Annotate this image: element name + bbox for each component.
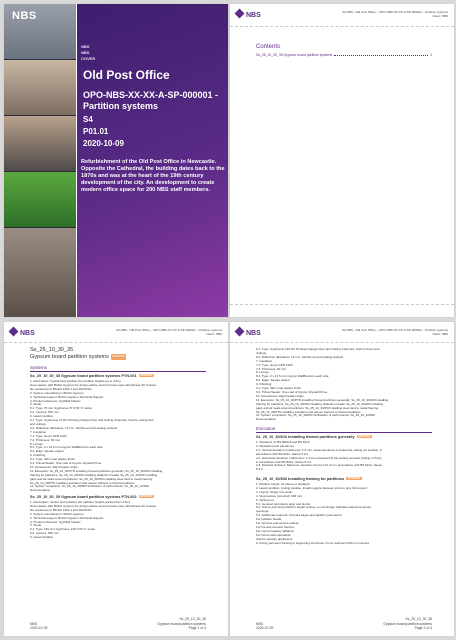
clause-line: 7.1. Type: Isover APR 1200 (30, 434, 67, 438)
clause-line: in accordance with BS 8212, clause 5.3.2. (256, 460, 312, 464)
page-header (328, 328, 448, 336)
cover-nbs-line: COVER (81, 56, 96, 61)
clause-line: openings. (256, 510, 270, 514)
cover-photo-2 (4, 60, 76, 115)
clause-line: 4. Stud centres (nominal): 600 mm. (256, 494, 303, 498)
clause-line: 2.3. Finished surfaces: Maximum deviation bend of 10 mm in accordance with BS 8212, clause (256, 464, 383, 468)
clause-line: 5.1. Type: 70 mm GypFrame 70 S 50 'C' stude (30, 407, 92, 411)
clause-line: 7.2. Thickness: 50 mm (30, 438, 61, 442)
nbs-logo (236, 328, 261, 337)
toc-entry[interactable] (256, 53, 432, 57)
clause-line: accordance with BS 8212, clause 5.3.2. (256, 452, 309, 456)
clause-body (30, 380, 206, 493)
clause-line: Documentation (256, 418, 277, 422)
clause-line: 3. Technical support: British Gypsum Technical Support (30, 395, 104, 399)
clause-line: 3. Technical support: British Gypsum Technical Support (30, 516, 104, 520)
clause-line: 5. Studs (30, 524, 42, 528)
header-client: Client: NBS (432, 332, 448, 336)
clause-line: 6. Head condition (30, 415, 54, 419)
page-header (328, 10, 448, 18)
toc-entry-text[interactable]: Ss_25_10_30_35 Gypsum board partition systems (256, 53, 333, 57)
clause-line: 8.1. Type: 2 x 12.5 mm Gyproc WallBoard to each side (256, 375, 329, 379)
footer-title: Gypsum board partition systems (383, 621, 432, 626)
toc-leader (334, 53, 428, 56)
header-line: 00-NBS - Old Post Office – OPO-NBS-XX-XX-A-SP-000001 – Partition systems (342, 328, 448, 332)
cover-photo-3 (4, 116, 76, 171)
clause-line: 1. Partition height: As above or standard. (256, 483, 311, 486)
clause-line: 6. Fixing perimeter framing to supporting structures: Fix at maximum 600 mm centres. (256, 541, 370, 545)
section-code: Ss_25_10_30_35 (30, 347, 74, 353)
clause-body (256, 483, 432, 546)
clause-line: fire resistance to BS EN 1363-1 and Rw45 Rw. (30, 387, 93, 391)
footer-title: Gypsum board partition systems (157, 621, 206, 626)
cover-status: S4 (83, 115, 93, 124)
clause-line: Ss_25_10_30/PTN installing insulation and vapour barriers in framed partitions (256, 410, 361, 414)
logo-text: NBS (20, 330, 35, 337)
clause-line: 2. Deviations and tolerances (256, 444, 294, 448)
cover-page (4, 4, 228, 317)
clause-line: ceilings. (256, 351, 267, 355)
clause-line: For fixture wall cupboards; (256, 533, 292, 537)
clause-line: 2. Head condition: Ceiling cavities. Install noggins between joists to give full support. (256, 486, 368, 490)
clause-line: 5. Setting out (256, 498, 274, 502)
cover-photo-strip (4, 4, 76, 317)
clause-line: 2. System manufacturer: British Gypsum (30, 391, 84, 395)
nbs-diamond-icon (235, 9, 245, 19)
clause-line: 7. Insulation (30, 430, 47, 434)
footer-org: NBS (256, 621, 263, 626)
clause-line: 6.1. Type: GypFrame 146 DC 60 Deep Flange Floor and Ceiling Channels, fixed to floors and (256, 348, 380, 351)
contents-heading: Contents (256, 44, 281, 50)
clause-line: 12. System completion: Ss_25_10_30/650 Verification of performance; Ss_25_10_12/820 (30, 485, 149, 489)
clause-body (256, 348, 432, 422)
status-badge: ENTERED (358, 435, 371, 438)
page-number: Page 1 of 4 (188, 625, 206, 630)
clause-line: 2. System manufacturer: British Gypsum (30, 512, 84, 516)
clause-line: 5.2. Centres: 600 mm (30, 532, 59, 536)
contents-page (230, 4, 454, 317)
clause-line: 1. Description: Typical stud partition (for partition heights up to 4.5m). (30, 380, 122, 383)
footer-right (383, 617, 432, 630)
toc-page-number: 1 (430, 53, 432, 57)
clause-title: Ss_25_10_30/630 Installing framing for partitions (256, 477, 345, 481)
clause-line: 9.2. Primer/Sealer: One coat of Gyproc Drywall Prime (30, 462, 102, 466)
cover-date: 2020-10-09 (83, 139, 124, 148)
cover-nbs-lines (81, 44, 95, 62)
clause-line: 10. Accessories: Rigid header strips (30, 465, 78, 469)
divider (4, 342, 228, 343)
clause-line: 7. Insulation (256, 359, 273, 363)
clause-line: 4. Product reference: GypWall Classic (30, 399, 81, 403)
logo-text: NBS (246, 12, 261, 19)
clause-line: For fire and acoustic barriers; (256, 525, 296, 529)
clause-line: and ceilings. (30, 422, 47, 426)
page-footer (30, 617, 206, 630)
nbs-diamond-icon (9, 327, 19, 337)
clause-line: framing for partitions; Ss_25_10_30/400 installing deflection heads; Ss_25_10_30/450 installing (30, 473, 158, 477)
header-line: 00-NBS - Old Post Office – OPO-NBS-XX-XX-A-SP-000001 – Partition systems (342, 10, 448, 14)
footer-code: Ss_25_10_30_35 (179, 617, 206, 622)
clause-line: 6.2. Deflection allowance: 15 mm. Sinifise around sealing sockets. (256, 355, 344, 359)
status-badge: ENTERED (347, 477, 361, 480)
clause-line: Ss_25_10_30/PTN installing insulation and vapour barriers in framed partitions (30, 481, 135, 485)
clause-line: 6. Head condition (30, 536, 54, 540)
nbs-diamond-icon (235, 327, 245, 337)
section-name: Gypsum board partition systems (30, 353, 109, 360)
section-title (30, 347, 126, 360)
clause-heading (256, 435, 432, 439)
clause-line: gaps and air seals around partitions; Ss_25_10_30/450 installing steel stud to metal framing; (256, 406, 379, 410)
subsection-heading: Execution (256, 426, 276, 431)
clause-line: 10. Accessories: Rigid header strips (256, 394, 304, 398)
clause-line: And for sanitary appliances. (256, 537, 294, 541)
clause-title: Ss_25_10_30_35 Gypsum board partition systems PTN-001 (30, 374, 137, 378)
cover-nbs-line: NBS (81, 50, 90, 55)
nbs-logo: NBS (12, 10, 37, 22)
header-client: Client: NBS (206, 332, 222, 336)
footer-date: 2020-10-09 (256, 625, 274, 630)
cover-nbs-line: NBS (81, 44, 90, 49)
header-client: Client: NBS (432, 14, 448, 18)
logo-text: NBS (246, 330, 261, 337)
clause-line: 12. System completion: Ss_25_10_30/650 Verification of performance; Ss_25_10_12/820 (256, 414, 375, 418)
content-page-2 (230, 322, 454, 636)
cover-photo-4 (4, 172, 76, 227)
nbs-logo (10, 328, 35, 337)
page-header (102, 328, 222, 336)
clause-line: 5.3. Additional supports: At board edges and partition perimeters; (256, 514, 343, 518)
content-page-1 (4, 322, 228, 636)
status-badge: ENTERED (140, 495, 153, 498)
clause-line: 5. Studs (30, 403, 42, 407)
clause-line: 3. Layout: Single row studs. (256, 490, 293, 494)
cover-description: Refurbishment of the Old Post Office in Newcastle. Opposite the Cathedral, the building dates back to the 1870s and was at the heart of the 19th century development of the city. An development to create modern office space for 200 NBS staff members. (81, 159, 225, 193)
header-line: 00-NBS - Old Post Office – OPO-NBS-XX-XX-A-SP-000001 – Partition systems (116, 328, 222, 332)
nbs-logo (236, 10, 261, 19)
clause-title: Ss_25_10_30/610 Installing framed partitions generally (256, 435, 355, 439)
clause-line: 7.2. Thickness: 50 mm (256, 367, 287, 371)
clause-line: 2.1. Vertical deviation (maximum): ± 5 mm measured above or below the setting out position, in (256, 448, 383, 452)
subsection-heading: Systems (30, 365, 47, 370)
cover-revision: P01.01 (83, 127, 109, 136)
clause-line: 9.1. Type: Skim coat plaster finish (256, 387, 301, 391)
clause-line: 9. Finishing (30, 454, 46, 458)
page-footer (256, 617, 432, 630)
clause-line: 8. Linings (256, 371, 269, 375)
status-badge: ENTERED (111, 354, 126, 361)
footer-code: Ss_25_10_30_35 (405, 617, 432, 622)
clause-line: For services and service outlets; (256, 522, 300, 526)
clause-line: 11. Execution: Ss_25_10_30/PTN installing framed partitions generally; Ss_25_10_30/400 installing (256, 398, 389, 402)
clause-line: 6.1. Type: GypFrame 72 DC 60 Deep Flange Floor and Ceiling Channels, fixed to ceiling floor (30, 419, 155, 423)
divider (230, 26, 454, 27)
cover-panel (77, 4, 228, 317)
clause-line: 8.1. Type: 2 x 12.5 mm Gyproc WallBoard to each side (30, 446, 103, 450)
clause-line: Here spoken with British Gypsum for design advice and the below spec will achieve 30 minutes (30, 504, 157, 508)
clause-line: 9.1. Type: Skim coat plaster finish (30, 458, 75, 462)
clause-heading (30, 495, 206, 499)
cover-reference: OPO-NBS-XX-XX-A-SP-000001 - Partition systems (83, 90, 219, 111)
clause-line: 5.2. Centres: 600 mm (30, 411, 59, 415)
clause-body (256, 441, 432, 472)
clause-line: fire resistance to BS EN 1363-1 and Rw45 Rw. (30, 508, 93, 512)
clause-line: 9.2. Primer/Sealer: One coat of Gyproc Drywall Prime (256, 390, 328, 394)
clause-line: For partition heads; (256, 518, 282, 522)
clause-line: 9. Finishing (256, 383, 272, 387)
clause-title: Ss_25_10_30_35 Gypsum board partition systems PTN-002 (30, 495, 137, 499)
status-badge: ENTERED (140, 374, 153, 377)
clause-line: Documentation (30, 489, 51, 493)
clause-line: 5.2. Frame and stud positions: Equal centres, to suit linings. Maintain sequence across (256, 506, 372, 510)
clause-line: 2.2. Horizontal deviation (maximum): ± 4 mm measured at the setting out level (ceiling or floor), (256, 456, 383, 460)
clause-line: 8. Linings (30, 442, 43, 446)
heading-rule (256, 432, 432, 433)
clause-line: 5.1. General: Accurately align and plumb. (256, 502, 311, 506)
clause-line: 5.1. Type: 146 mm GypFrame 146 S 50 'C' stude (30, 528, 95, 532)
clause-line: 5.3.3. (256, 468, 264, 472)
divider (230, 342, 454, 343)
clause-line: 11. Execution: Ss_25_10_30/PTN installing framed partitions generally; Ss_25_10_30/400 installing (30, 469, 163, 473)
cover-title: Old Post Office (83, 68, 170, 82)
clause-line: 4. Product reference: GypWall Classic (30, 520, 81, 524)
footer-right (157, 617, 206, 630)
divider (230, 304, 454, 305)
heading-rule (30, 371, 206, 372)
clause-line: For control heating radiators; (256, 529, 295, 533)
footer-org: NBS (30, 621, 37, 626)
clause-line: 7.1. Type: Isover APR 1200 (256, 363, 293, 367)
clause-line: 8.2. Edge: Square edged (256, 379, 290, 383)
footer-date: 2020-10-09 (30, 625, 48, 630)
clause-line: 6.2. Deflection allowance: 15 mm. Sinifise around sealing sockets. (30, 426, 118, 430)
clause-line: 1. Description: Jumbo stud partition (for partition heights greater than 4.5m). (30, 501, 131, 504)
clause-line: framing for partitions; Ss_25_10_30/400 installing deflection heads; Ss_25_10_30/450 installing (256, 402, 384, 406)
clause-heading (30, 374, 206, 378)
clause-body (30, 501, 206, 540)
clause-line: Here spoken with British Gypsum for design advice and the below spec will achieve 30 minutes (30, 383, 157, 387)
clause-line: gaps and air seals around partitions; Ss_25_10_30/450 installing steel stud to metal framing; (30, 477, 153, 481)
page-number: Page 2 of 4 (414, 625, 432, 630)
cover-photo-5 (4, 228, 76, 317)
clause-line: 1. Standard: To BS 8000-8 and BS 8212. (256, 441, 311, 444)
clause-line: 8.2. Edge: Square edged (30, 450, 64, 454)
clause-heading (256, 477, 432, 481)
